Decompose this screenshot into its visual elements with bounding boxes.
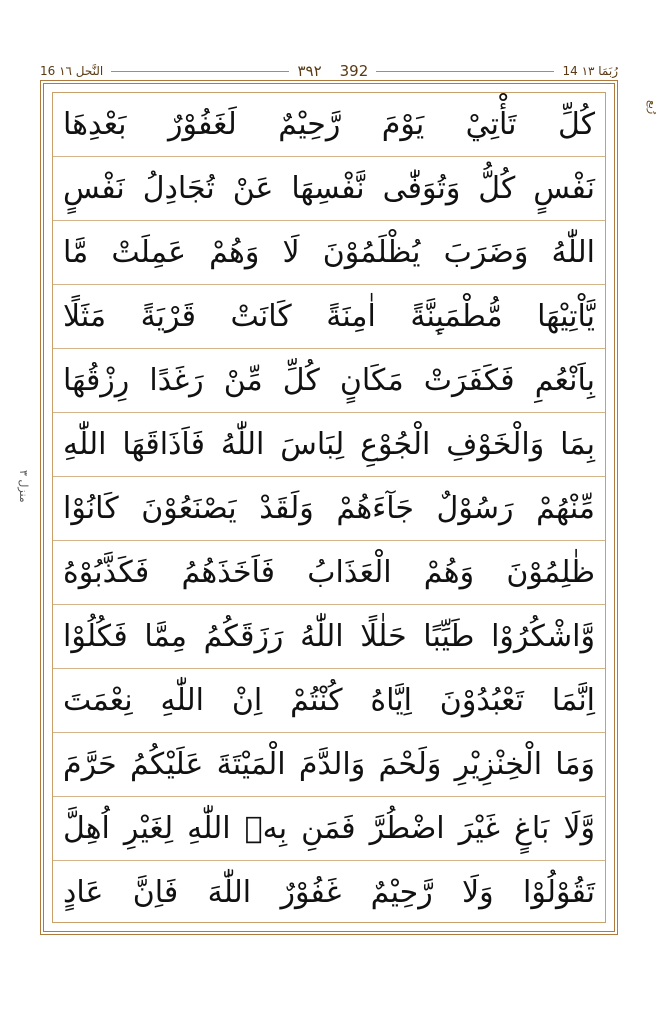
page-number: 392 (339, 62, 369, 80)
text-line: بِمَا وَالْخَوْفِ الْجُوْعِ لِبَاسَ اللّٰهُ فَاَذَاقَهَا اللّٰهِ (53, 413, 605, 477)
juz-name-label: 14 رُبَمَا ١٣ (562, 64, 618, 78)
header-rule-left (111, 71, 289, 72)
text-line: تَقُوْلُوْا وَلَا رَّحِيْمٌ غَفُوْرٌ اللّٰهَ فَاِنَّ عَادٍ (63, 875, 595, 910)
text-line: ظٰلِمُوْنَ وَهُمْ الْعَذَابُ فَاَخَذَهُمُ فَكَذَّبُوْهُ (53, 541, 605, 605)
text-line: يَّاْتِيْهَا مُّطْمَىِٕنَّةً اٰمِنَةً كَانَتْ قَرْيَةً مَثَلًا (53, 285, 605, 349)
text-lines (52, 92, 606, 923)
text-line: كُلِّ تَأْتِيْ يَوْمَ رَّحِيْمٌ لَغَفُوْرٌ بَعْدِهَا (53, 93, 605, 157)
page-number-urdu: ٣٩٢ (297, 62, 322, 80)
header-rule-right (376, 71, 554, 72)
text-line: اللّٰهُ وَضَرَبَ يُظْلَمُوْنَ لَا وَهُمْ عَمِلَتْ مَّا (53, 221, 605, 285)
text-line: نَفْسٍ كُلُّ وَتُوَفّٰى نَّفْسِهَا عَنْ تُجَادِلُ نَفْسٍ (53, 157, 605, 221)
surah-name-label: 16 النَّحل ١٦ (40, 64, 104, 78)
text-line: بِاَنْعُمِ فَكَفَرَتْ مَكَانٍ كُلِّ مِّنْ رَغَدًا رِزْقُهَا (53, 349, 605, 413)
rub-marker: رُبع (646, 100, 659, 115)
text-line: مِّنْهُمْ رَسُوْلٌ جَآءَهُمْ وَلَقَدْ يَصْنَعُوْنَ كَانُوْا (53, 477, 605, 541)
text-line: وَّاشْكُرُوْا طَيِّبًا حَلٰلًا اللّٰهُ رَزَقَكُمُ مِمَّا فَكُلُوْا (53, 605, 605, 669)
text-line: اِنَّمَا تَعْبُدُوْنَ اِيَّاهُ كُنْتُمْ اِنْ اللّٰهِ نِعْمَتَ (53, 669, 605, 733)
manzil-marker: منزل ٣ (17, 470, 30, 503)
text-frame (40, 80, 618, 935)
text-line: وَّلَا بَاغٍ غَيْرَ اضْطُرَّ فَمَنِ بِهٖ اللّٰهِ لِغَيْرِ اُهِلَّ (53, 797, 605, 861)
page-number-group (297, 62, 368, 80)
text-line: وَمَا الْخِنْزِيْرِ وَلَحْمَ وَالدَّمَ الْمَيْتَةَ عَلَيْكُمُ حَرَّمَ (53, 733, 605, 797)
